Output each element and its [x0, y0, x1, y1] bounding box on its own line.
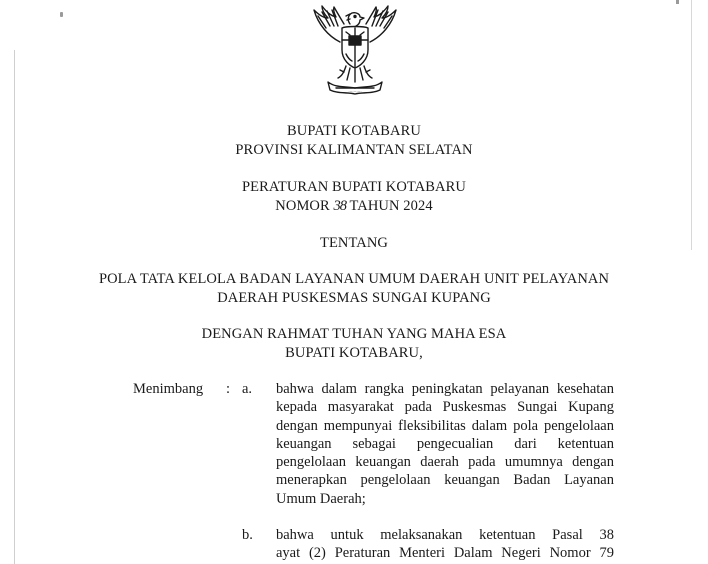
number-value: 38 — [333, 198, 347, 214]
considering-label: Menimbang — [133, 381, 204, 397]
item-b-line-2: ayat (2) Peraturan Menteri Dalam Negeri Nomor 79 — [276, 545, 614, 561]
regulation-number — [0, 197, 708, 215]
garuda-emblem-icon — [300, 2, 410, 102]
subject-line-1: POLA TATA KELOLA BADAN LAYANAN UMUM DAERAH UNIT PELAYANAN — [98, 271, 610, 287]
ribbon-text: ‥‥‥‥‥ — [348, 88, 362, 93]
number-suffix: TAHUN 2024 — [349, 198, 433, 214]
about-label: TENTANG — [320, 235, 388, 251]
preamble-line-1: DENGAN RAHMAT TUHAN YANG MAHA ESA — [201, 326, 507, 342]
subject-line-2: DAERAH PUSKESMAS SUNGAI KUPANG — [217, 290, 491, 306]
item-a-marker: a. — [242, 381, 253, 397]
considering-colon: : — [226, 381, 231, 397]
scan-speck — [676, 0, 679, 4]
item-a-text: bahwa dalam rangka peningkatan pelayanan kesehatan kepada masyarakat pada Puskesmas Sungai Kupang dengan mempunyai fleksibilitas dalam pola pengelolaan keuangan sebagai pengecualian dari ketentuan pengelolaan keuangan daerah pada umumnya dengan menerapkan pengelolaan keuangan Badan Layanan Umum Daerah; — [276, 381, 614, 507]
number-prefix: NOMOR — [275, 198, 330, 214]
official-title: BUPATI KOTABARU — [287, 123, 421, 139]
item-b-text — [276, 526, 614, 562]
preamble-line-2: BUPATI KOTABARU, — [285, 345, 423, 361]
item-b-line-1: bahwa untuk melaksanakan ketentuan Pasal 38 — [276, 527, 614, 543]
regulation-title: PERATURAN BUPATI KOTABARU — [242, 179, 466, 195]
item-b-marker: b. — [242, 527, 253, 543]
province-title: PROVINSI KALIMANTAN SELATAN — [235, 142, 473, 158]
scan-speck — [60, 12, 63, 17]
